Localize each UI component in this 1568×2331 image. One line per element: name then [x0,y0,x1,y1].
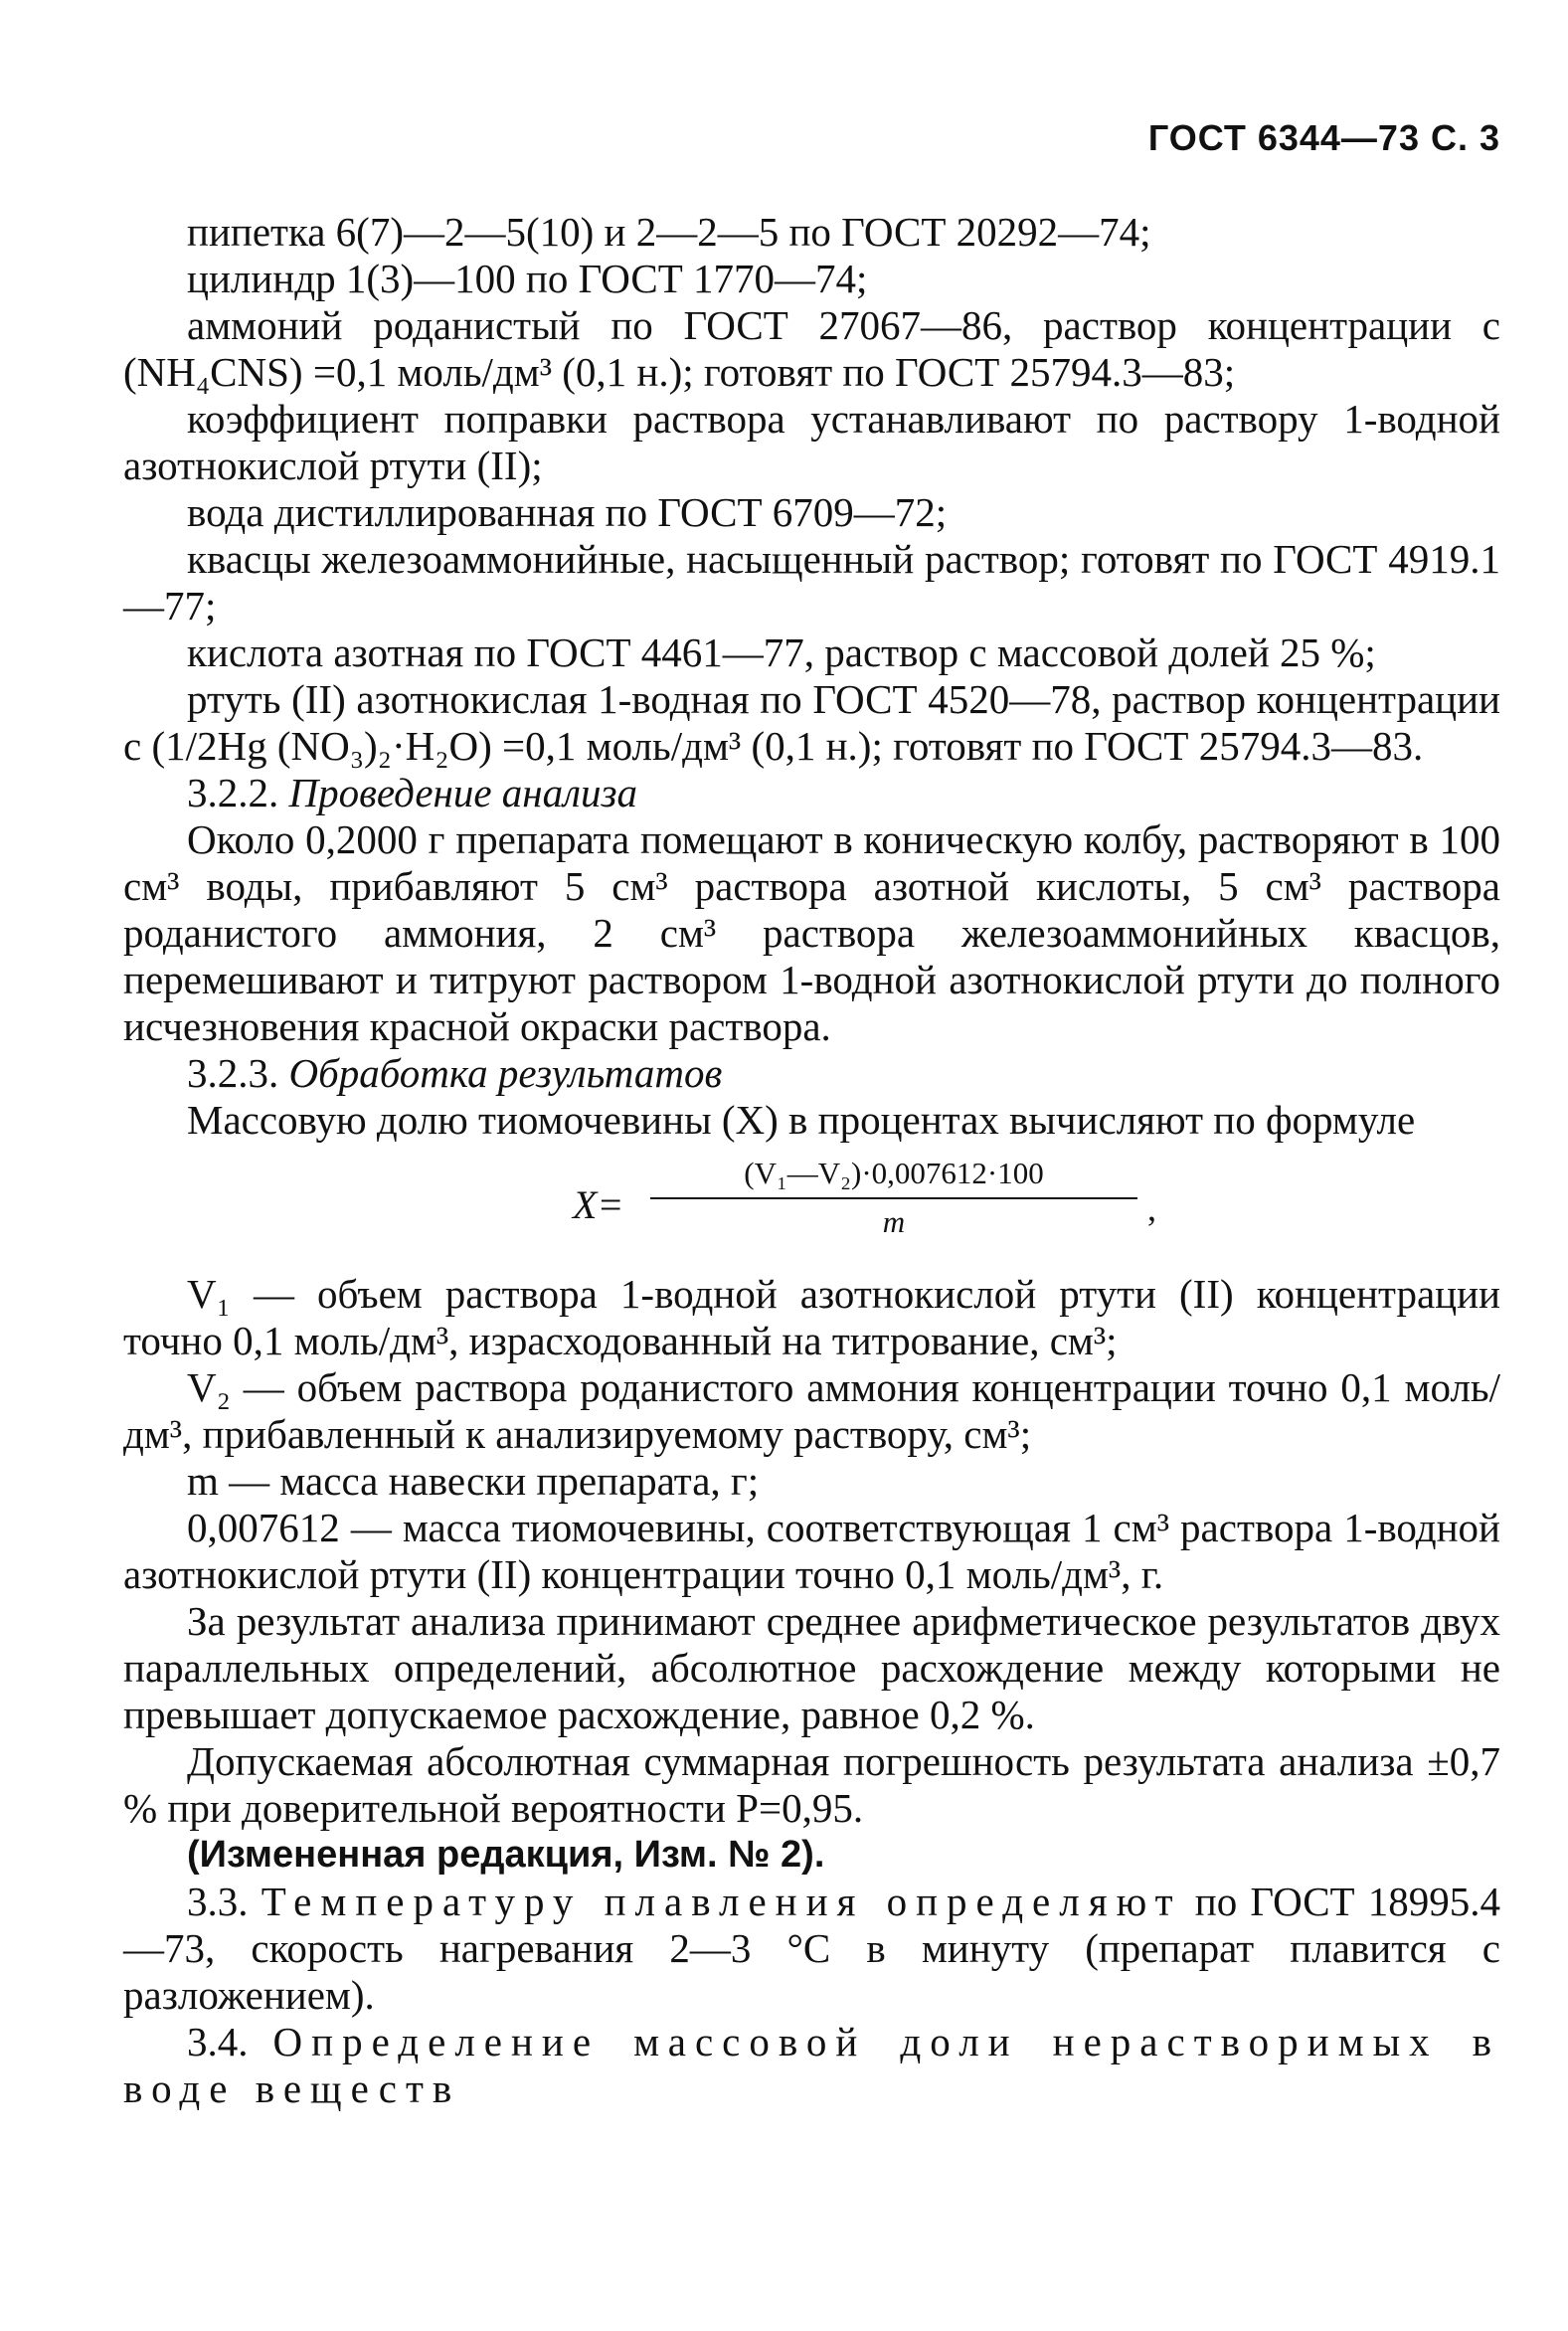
section-323-text: Массовую долю тиомочевины (X) в процентах вычисляют по формуле [187,1097,1416,1143]
document-body [123,209,1500,2112]
result-paragraph: За результат анализа принимают среднее арифметическое результатов двух параллельных определений, абсолютное расхождение между которыми не превышает допускаемое расхождение, равное 0,2 %. [123,1598,1500,1737]
section-title: Обработка результатов [288,1050,723,1096]
formula-numerator: (V₁—V₂)·0,007612·100 [744,1156,1044,1190]
reagent-item: пипетка 6(7)—2—5(10) и 2—2—5 по ГОСТ 20292—74; [187,209,1151,255]
formula [123,1152,1500,1261]
reagent-item: ртуть (II) азотнокислая 1-водная по ГОСТ 4520—78, раствор концентрации c (1/2Hg (NO₃)₂·H₂O) =0,1 моль/дм³ (0,1 н.); готовят по ГОСТ 25794.3—83. [123,676,1500,769]
fraction-bar [650,1197,1137,1199]
section-322-heading [123,770,1500,816]
section-number: 3.2.3. [187,1050,279,1096]
section-number: 3.4. [187,2019,249,2064]
section-text: по ГОСТ 18995.4—73, скорость нагревания 2—3 °С в минуту (препарат плавится с разложением). [123,1879,1501,2018]
formula-denominator: m [882,1204,906,1239]
formula-fraction [650,1152,1137,1241]
legend-item: V₁ — объем раствора 1-водной азотнокислой ртути (II) концентрации точно 0,1 моль/дм³, израсходованный на титрование, см³; [123,1271,1500,1363]
reagent-item: кислота азотная по ГОСТ 4461—77, раствор с массовой долей 25 %; [187,629,1376,675]
formula-trailing: , [1147,1188,1156,1228]
legend-item: 0,007612 — масса тиомочевины, соответствующая 1 см³ раствора 1-водной азотнокислой ртути (II) концентрации точно 0,1 моль/дм³, г. [123,1505,1500,1597]
section-322-text: Около 0,2000 г препарата помещают в коническую колбу, растворяют в 100 см³ воды, прибавляют 5 см³ раствора азотной кислоты, 5 см³ раствора роданистого аммония, 2 см³ раствора железоаммонийных квасцов, перемешивают и титруют раствором 1-водной азотнокислой ртути до полного исчезновения красной окраски раствора. [123,816,1500,1049]
reagent-item: вода дистиллированная по ГОСТ 6709—72; [187,489,948,535]
amendment-note: (Измененная редакция, Изм. № 2). [187,1834,825,1876]
section-title: Температуру плавления определяют [261,1879,1182,1924]
section-33-paragraph [123,1879,1500,2019]
legend-item: V₂ — объем раствора роданистого аммония концентрации точно 0,1 моль/дм³, прибавленный к анализируемому раствору, см³; [123,1364,1500,1457]
reagent-item: цилиндр 1(3)—100 по ГОСТ 1770—74; [187,256,868,301]
legend-item: m — масса навески препарата, г; [187,1458,760,1504]
section-number: 3.3. [187,1879,249,1924]
reagent-item: коэффициент поправки раствора устанавливают по раствору 1-водной азотнокислой ртути (II); [123,396,1500,488]
section-34-heading [123,2019,1500,2112]
error-paragraph: Допускаемая абсолютная суммарная погрешность результата анализа ±0,7 % при доверительной вероятности P=0,95. [123,1738,1500,1831]
section-title: Определение массовой доли нерастворимых в воде веществ [123,2019,1501,2111]
page-header: ГОСТ 6344—73 С. 3 [1147,117,1500,158]
formula-lhs: X= [573,1182,624,1227]
section-323-heading [123,1050,1500,1097]
section-number: 3.2.2. [187,770,279,815]
section-title: Проведение анализа [288,770,638,815]
reagent-item: квасцы железоаммонийные, насыщенный раствор; готовят по ГОСТ 4919.1—77; [123,536,1500,628]
reagent-item: аммоний роданистый по ГОСТ 27067—86, раствор концентрации c (NH₄CNS) =0,1 моль/дм³ (0,1 н.); готовят по ГОСТ 25794.3—83; [123,302,1500,395]
